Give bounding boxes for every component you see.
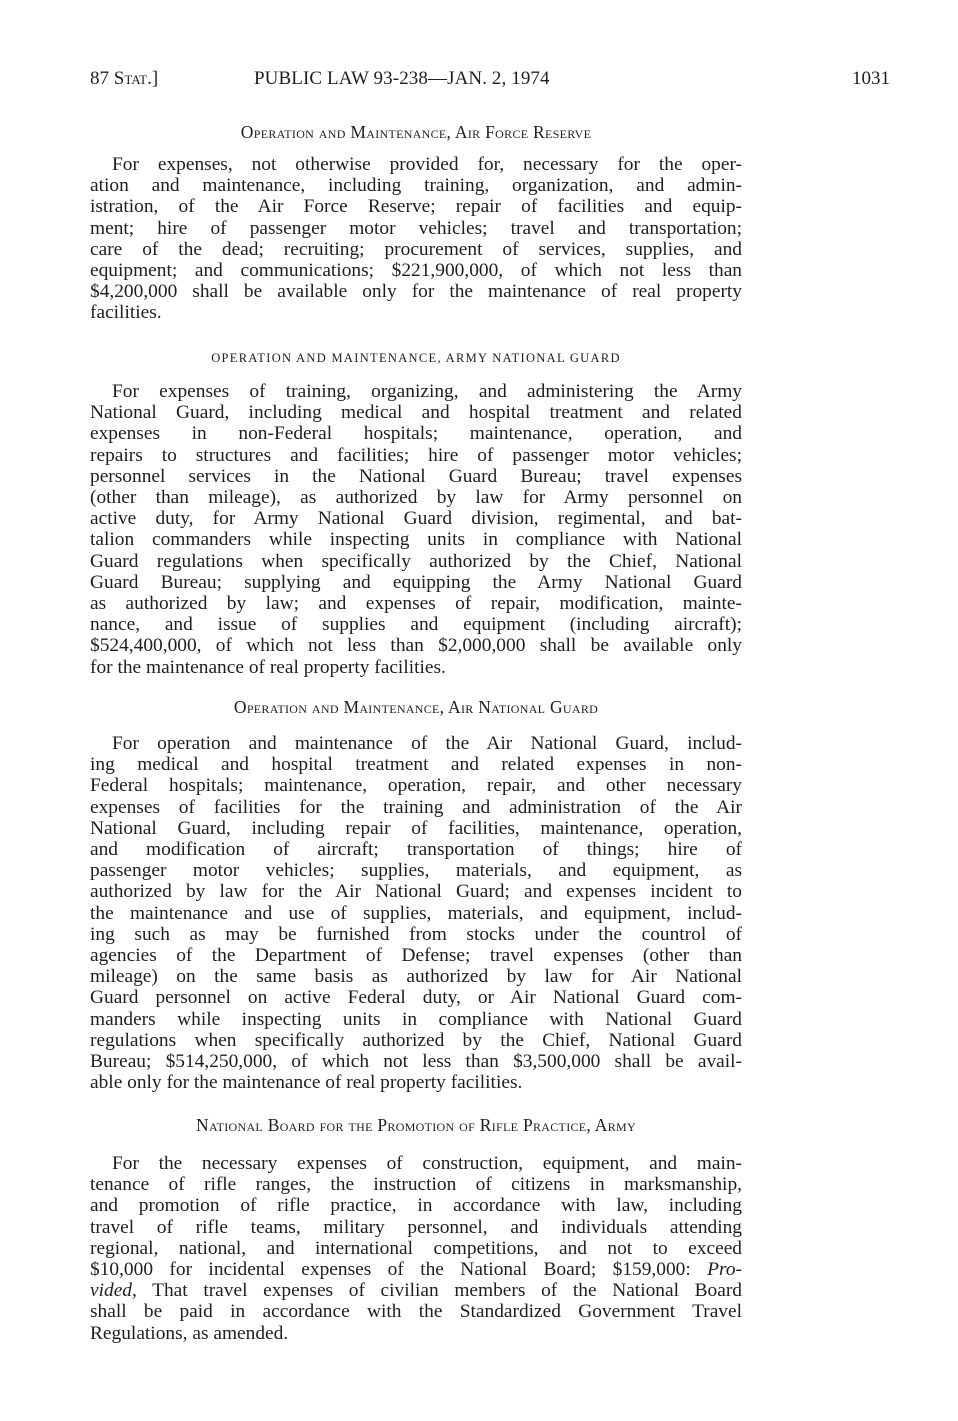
text-line: travel of rifle teams, military personnel, and individuals attending (90, 1216, 742, 1238)
text-line: and modification of aircraft; transportation of things; hire of (90, 839, 742, 861)
text-line: Federal hospitals; maintenance, operation, repair, and other necessary (90, 775, 742, 797)
text-line: repairs to structures and facilities; hire of passenger motor vehicles; (90, 444, 742, 466)
section-heading-army-national-guard: OPERATION AND MAINTENANCE, ARMY NATIONAL GUARD (211, 351, 621, 365)
text-line: able only for the maintenance of real property facilities. (90, 1072, 523, 1094)
text-line: Guard personnel on active Federal duty, or Air National Guard com- (90, 987, 742, 1009)
text-line: For operation and maintenance of the Air National Guard, includ- (112, 733, 742, 754)
stat-label: Stat. (113, 68, 152, 89)
running-head (90, 68, 890, 98)
volume-number: 87 (90, 68, 109, 89)
text-line: regulations when specifically authorized by the Chief, National Guard (90, 1029, 742, 1051)
text-line: passenger motor vehicles; supplies, materials, and equipment, as (90, 860, 742, 882)
page-number: 1031 (852, 68, 890, 89)
text-line: istration, of the Air Force Reserve; repair of facilities and equip- (90, 196, 742, 218)
text-line: (other than mileage), as authorized by law for Army personnel on (90, 487, 742, 509)
text-line: For the necessary expenses of construction, equipment, and main- (112, 1153, 742, 1174)
text-line: shall be paid in accordance with the Standardized Government Travel (90, 1301, 742, 1323)
section-body-army-national-guard (90, 381, 742, 678)
text-line: expenses of facilities for the training and administration of the Air (90, 796, 742, 818)
bracket: ] (151, 68, 159, 89)
text-line: $4,200,000 shall be available only for the maintenance of real property (90, 281, 742, 303)
section-heading-af-reserve: Operation and Maintenance, Air Force Reserve (240, 122, 592, 142)
text-line: facilities. (90, 302, 162, 324)
text-line: the maintenance and use of supplies, materials, and equipment, includ- (90, 902, 742, 924)
text-line: ment; hire of passenger motor vehicles; travel and transportation; (90, 217, 742, 239)
text-fragment: , That travel expenses of civilian members of the National Board (132, 1280, 742, 1302)
text-fragment: $10,000 for incidental expenses of the National Board; $159,000: (90, 1259, 691, 1281)
text-line: ation and maintenance, including training, organization, and admin- (90, 175, 742, 197)
section-body-rifle-practice (90, 1153, 742, 1344)
text-line: For expenses, not otherwise provided for, necessary for the oper- (112, 154, 742, 175)
statute-volume (90, 68, 158, 90)
text-line: Guard regulations when specifically authorized by the Chief, National (90, 550, 742, 572)
text-line: For expenses of training, organizing, and administering the Army (112, 381, 742, 402)
text-line: talion commanders while inspecting units in compliance with National (90, 529, 742, 551)
text-line: Bureau; $514,250,000, of which not less than $3,500,000 shall be avail- (90, 1051, 742, 1073)
text-line: agencies of the Department of Defense; travel expenses (other than (90, 945, 742, 967)
text-line: regional, national, and international competitions, and not to exceed (90, 1237, 742, 1259)
text-line: equipment; and communications; $221,900,000, of which not less than (90, 260, 742, 282)
text-line: National Guard, including medical and hospital treatment and related (90, 402, 742, 424)
section-body-air-national-guard (90, 733, 742, 1093)
text-line: ing medical and hospital treatment and related expenses in non- (90, 754, 742, 776)
text-line (90, 1280, 742, 1301)
text-line: and promotion of rifle practice, in accordance with law, including (90, 1195, 742, 1217)
text-line: nance, and issue of supplies and equipment (including aircraft); (90, 614, 742, 636)
law-title: PUBLIC LAW 93-238—JAN. 2, 1974 (254, 68, 550, 89)
text-line: Guard Bureau; supplying and equipping the Army National Guard (90, 571, 742, 593)
text-line: expenses in non-Federal hospitals; maintenance, operation, and (90, 423, 742, 445)
text-line: mileage) on the same basis as authorized by law for Air National (90, 966, 742, 988)
section-heading-air-national-guard: Operation and Maintenance, Air National Guard (233, 697, 599, 717)
text-line: for the maintenance of real property facilities. (90, 656, 446, 678)
text-line: care of the dead; recruiting; procurement of services, supplies, and (90, 238, 742, 260)
text-line: manders while inspecting units in compliance with National Guard (90, 1008, 742, 1030)
text-line: ing such as may be furnished from stocks under the countrol of (90, 923, 742, 945)
section-body-af-reserve (90, 154, 742, 324)
text-line: tenance of rifle ranges, the instruction of citizens in marksmanship, (90, 1174, 742, 1196)
text-line: active duty, for Army National Guard division, regimental, and bat- (90, 508, 742, 530)
section-heading-rifle-practice: National Board for the Promotion of Rifle Practice, Army (196, 1115, 636, 1135)
text-line (90, 1259, 742, 1280)
text-line: as authorized by law; and expenses of repair, modification, mainte- (90, 593, 742, 615)
text-line: $524,400,000, of which not less than $2,000,000 shall be available only (90, 635, 742, 657)
italic-provided-start: Pro- (707, 1259, 742, 1281)
text-line: Regulations, as amended. (90, 1322, 289, 1344)
text-line: personnel services in the National Guard Bureau; travel expenses (90, 465, 742, 487)
text-line: authorized by law for the Air National Guard; and expenses incident to (90, 881, 742, 903)
text-line: National Guard, including repair of facilities, maintenance, operation, (90, 817, 742, 839)
italic-provided-end: vided (90, 1280, 132, 1302)
